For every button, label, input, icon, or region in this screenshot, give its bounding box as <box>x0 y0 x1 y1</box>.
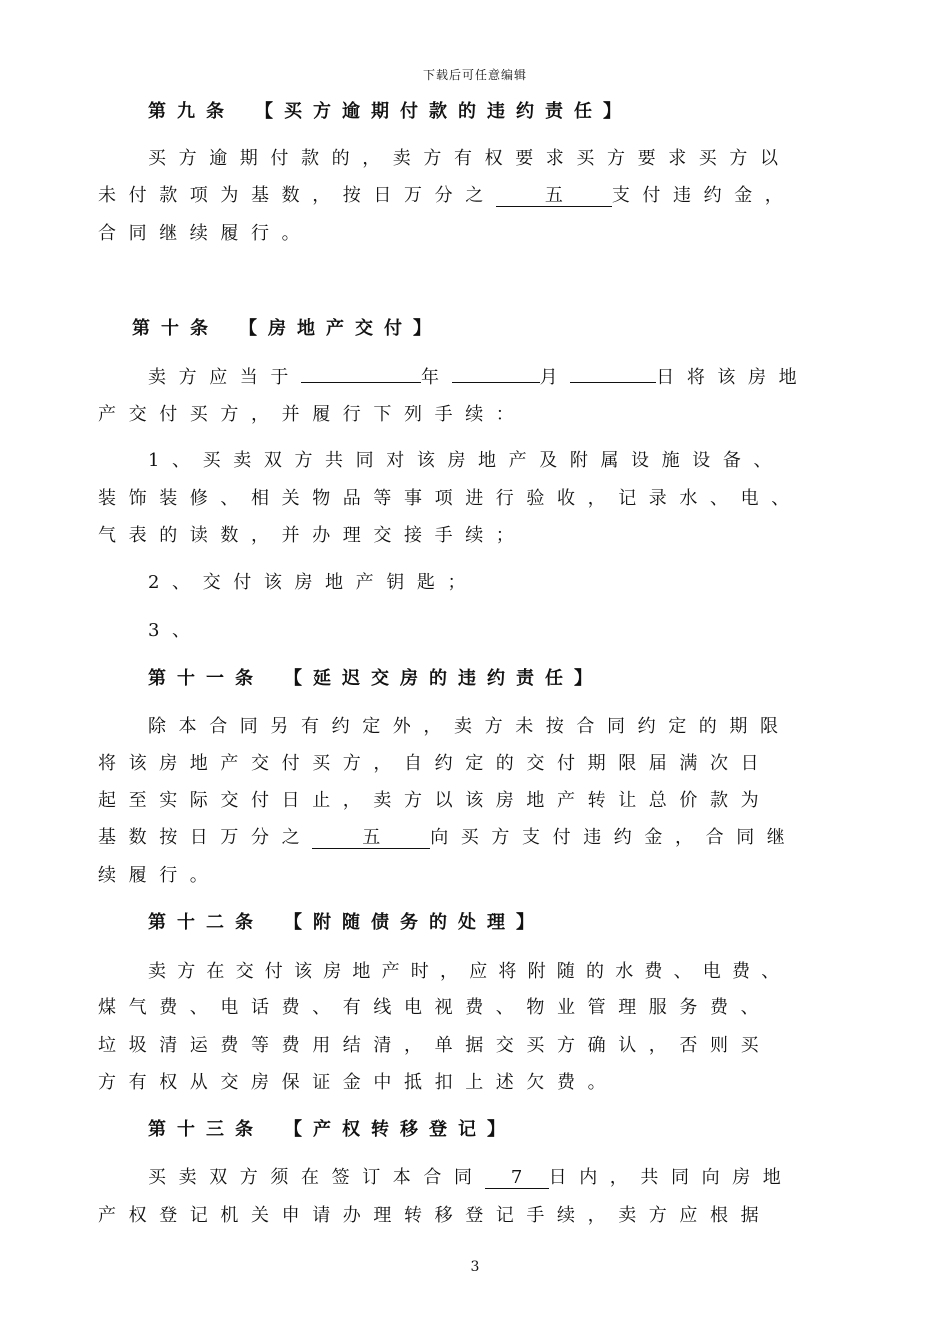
paragraph-line: 买方逾期付款的，卖方有权要求买方要求买方以 <box>148 148 791 169</box>
list-item: 2、交付该房地产钥匙； <box>148 572 479 593</box>
paragraph-line: 合同继续履行。 <box>98 223 313 244</box>
text-segment: 年 <box>421 367 452 388</box>
fill-in-blank: 五 <box>496 186 612 207</box>
article-9-heading <box>148 100 918 124</box>
paragraph-line: 煤气费、电话费、有线电视费、物业管理服务费、 <box>98 997 772 1018</box>
article-title: 【产权转移登记】 <box>284 1119 516 1140</box>
page-header: 下载后可任意编辑 <box>422 68 527 82</box>
article-title: 【延迟交房的违约责任】 <box>284 668 603 689</box>
page-number: 3 <box>470 1259 480 1275</box>
article-title: 【房地产交付】 <box>239 318 442 339</box>
text-segment: 支付违约金， <box>611 185 796 206</box>
article-number: 第十一条 <box>148 668 264 689</box>
text-segment: 买卖双方须在签订本合同 <box>148 1167 485 1188</box>
paragraph-line <box>98 184 868 208</box>
list-item-continued: 气表的读数，并办理交接手续； <box>98 525 527 546</box>
text-segment: 向买方支付违约金，合同继 <box>430 827 798 848</box>
fill-in-blank: 五 <box>312 828 430 849</box>
text-segment: 日将该房地 <box>656 367 810 388</box>
list-item: 1、买卖双方共同对该房地产及附属设施设备、 <box>148 450 785 471</box>
text-segment: 未付款项为基数，按日万分之 <box>98 185 496 206</box>
day-blank <box>570 382 656 383</box>
article-10-heading <box>132 317 902 341</box>
text-segment: 基数按日万分之 <box>98 827 313 848</box>
year-blank <box>301 382 421 383</box>
article-number: 第十二条 <box>148 912 264 933</box>
article-number: 第十三条 <box>148 1119 264 1140</box>
paragraph-line: 除本合同另有约定外，卖方未按合同约定的期限 <box>148 716 791 737</box>
article-number: 第十条 <box>132 318 219 339</box>
article-title: 【附随债务的处理】 <box>284 912 545 933</box>
text-segment: 卖方应当于 <box>148 367 301 388</box>
list-item: 3、 <box>148 620 203 641</box>
month-blank <box>452 382 540 383</box>
article-number: 第九条 <box>148 101 235 122</box>
list-item-continued: 装饰装修、相关物品等事项进行验收，记录水、电、 <box>98 488 802 509</box>
paragraph-line: 将该房地产交付买方，自约定的交付期限届满次日 <box>98 753 772 774</box>
paragraph-line: 方有权从交房保证金中抵扣上述欠费。 <box>98 1072 619 1093</box>
paragraph-line: 产权登记机关申请办理转移登记手续，卖方应根据 <box>98 1205 772 1226</box>
article-title: 【买方逾期付款的违约责任】 <box>255 101 632 122</box>
article-11-heading <box>148 667 918 691</box>
paragraph-line <box>98 826 868 850</box>
paragraph-line: 起至实际交付日止，卖方以该房地产转让总价款为 <box>98 790 772 811</box>
article-13-heading <box>148 1118 918 1142</box>
text-segment: 日内，共同向房地 <box>548 1167 794 1188</box>
paragraph-line: 卖方在交付该房地产时，应将附随的水费、电费、 <box>148 961 791 982</box>
paragraph-line: 续履行。 <box>98 865 221 886</box>
text-segment: 月 <box>539 367 571 388</box>
article-12-heading <box>148 911 918 935</box>
paragraph-line: 产交付买方，并履行下列手续： <box>98 404 527 425</box>
paragraph-line <box>148 1166 918 1190</box>
fill-in-blank: 7 <box>485 1168 549 1189</box>
paragraph-line <box>148 366 918 390</box>
paragraph-line: 垃圾清运费等费用结清，单据交买方确认，否则买 <box>98 1035 772 1056</box>
